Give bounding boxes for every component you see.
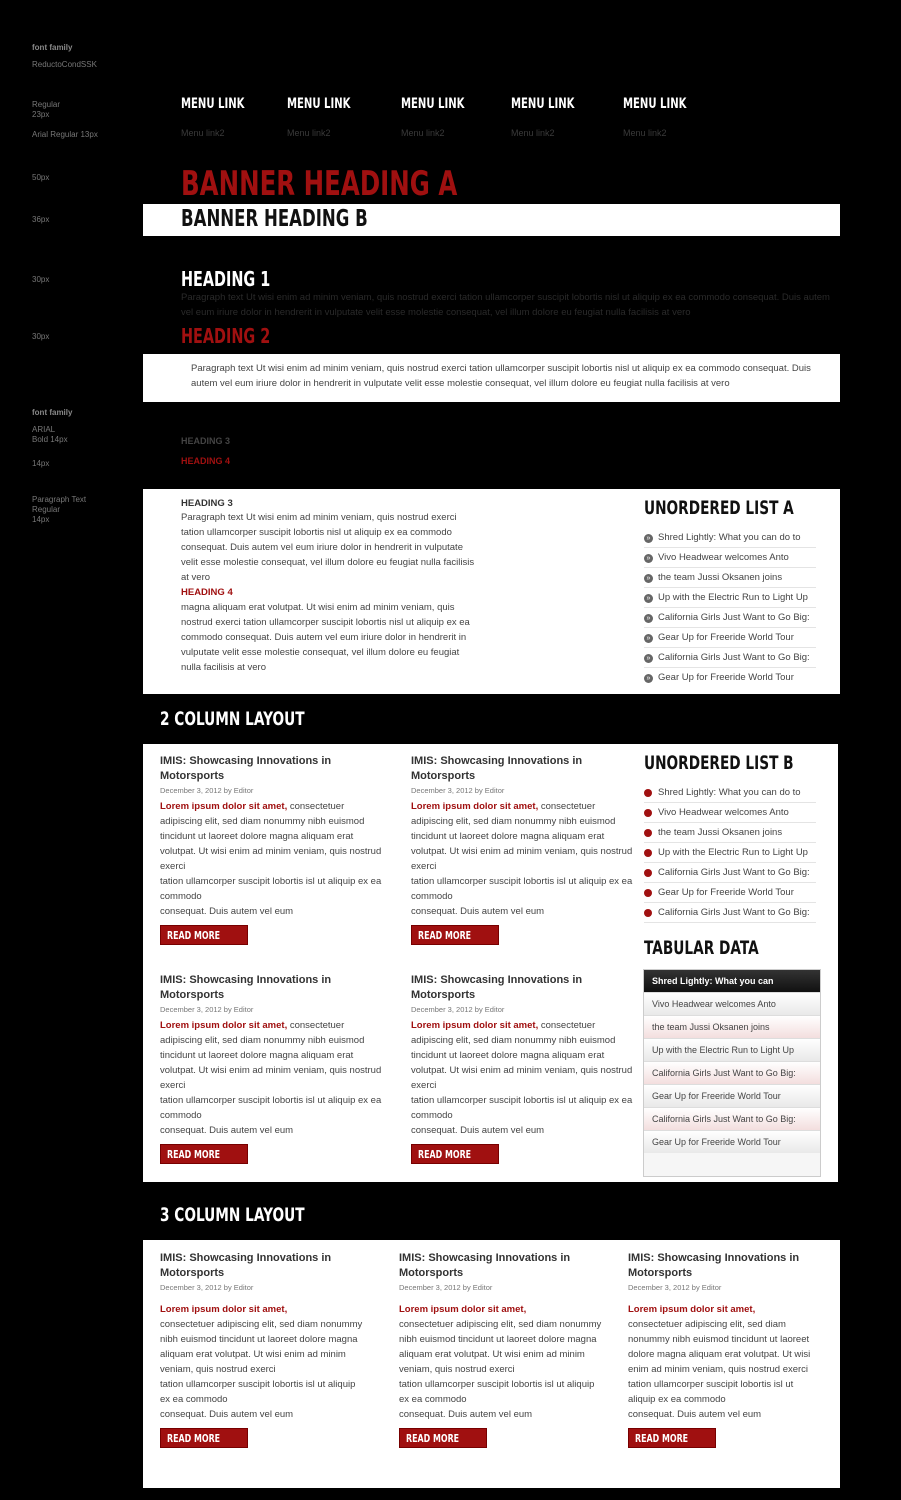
article-title[interactable]: IMIS: Showcasing Innovations in Motorsports xyxy=(160,974,332,1001)
article-title[interactable]: IMIS: Showcasing Innovations in Motorsports xyxy=(160,1252,332,1279)
read-more-button[interactable]: READ MORE xyxy=(160,1144,248,1164)
read-more-button[interactable]: READ MORE xyxy=(160,1428,248,1448)
three-column-title: 3 COLUMN LAYOUT xyxy=(160,1204,305,1226)
article-card xyxy=(399,1251,604,1448)
article-body: Lorem ipsum dolor sit amet, consectetuer adipiscing elit, sed diam nonummy nibh euismod tincidunt ut laoreet dolore magna aliquam erat volutpat. Ut wisi enim ad minim veniam, quis nostrud exerci tation ullamcorper suscipit lobortis isl ut aliquip ex ea commodo consequat. Duis autem vel eum xyxy=(411,801,633,917)
menu-sublink-2[interactable]: Menu link2 xyxy=(287,128,331,138)
article-title[interactable]: IMIS: Showcasing Innovations in Motorsports xyxy=(399,1252,571,1279)
spec-size-50: 50px xyxy=(32,173,50,182)
table-row[interactable]: California Girls Just Want to Go Big: xyxy=(644,1061,820,1084)
arrow-icon: » xyxy=(644,534,653,543)
article-body: Lorem ipsum dolor sit amet, consectetuer adipiscing elit, sed diam nonummy nibh euismod tincidunt ut laoreet dolore magna aliquam erat volutpat. Ut wisi enim ad minim veniam, quis nostrud exerci tation ullamcorper suscipit lobortis isl ut aliquip ex ea commodo consequat. Duis autem vel eum xyxy=(399,1304,602,1420)
article-title[interactable]: IMIS: Showcasing Innovations in Motorsports xyxy=(411,974,583,1001)
list-item[interactable]: the team Jussi Oksanen joins xyxy=(644,824,816,843)
list-item[interactable]: » Up with the Electric Run to Light Up xyxy=(644,589,816,608)
article-meta: December 3, 2012 by Editor xyxy=(411,786,505,795)
table-row[interactable]: Gear Up for Freeride World Tour xyxy=(644,1084,820,1107)
table-row[interactable]: the team Jussi Oksanen joins xyxy=(644,1015,820,1038)
list-b-title: UNORDERED LIST B xyxy=(644,752,794,774)
article-meta: December 3, 2012 by Editor xyxy=(628,1283,722,1292)
spec-para-14: 14px xyxy=(32,515,50,524)
spec-size-30a: 30px xyxy=(32,275,50,284)
paragraph-panel xyxy=(143,354,840,402)
content-heading-3: HEADING 3 xyxy=(181,498,233,509)
table-header: Shred Lightly: What you can xyxy=(644,970,820,992)
tabular-data-title: TABULAR DATA xyxy=(644,937,759,959)
menu-sublink-5[interactable]: Menu link2 xyxy=(623,128,667,138)
bullet-icon xyxy=(644,809,652,817)
content-paragraph-1: Paragraph text Ut wisi enim ad minim veniam, quis nostrud exerci tation ullamcorper suscipit lobortis nisl ut aliquip ex ea commodo consequat. Duis autem vel eum iriure dolor in hendrerit in vulputate velit esse molestie consequat, vel illum dolore eu feugiat nulla facilisis at vero xyxy=(181,512,475,583)
bullet-icon xyxy=(644,869,652,877)
list-a-items xyxy=(644,529,816,687)
arrow-icon: » xyxy=(644,634,653,643)
list-item[interactable]: » California Girls Just Want to Go Big: xyxy=(644,649,816,668)
article-card xyxy=(628,1251,823,1448)
spec-para-text: Paragraph Text xyxy=(32,495,87,504)
article-body: Lorem ipsum dolor sit amet, consectetuer adipiscing elit, sed diam nonummy nibh euismod tincidunt ut laoreet dolore magna aliquam erat volutpat. Ut wisi enim ad minim veniam, quis nostrud exerci tation ullamcorper suscipit lobortis isl ut aliquip ex ea commodo consequat. Duis autem vel eum xyxy=(160,801,382,917)
unordered-list-b xyxy=(644,752,816,924)
menu-link-3[interactable]: MENU LINK xyxy=(401,96,465,112)
spec-para-regular: Regular xyxy=(32,505,61,514)
heading-1-paragraph: Paragraph text Ut wisi enim ad minim veniam, quis nostrud exerci tation ullamcorper suscipit lobortis nisl ut aliquip ex ea commodo consequat. Duis autem vel eum iriure dolor in hendrerit in vulputate velit esse molestie consequat, vel illum dolore eu feugiat nulla facilisis at vero xyxy=(181,292,830,318)
article-card xyxy=(160,973,385,1164)
article-meta: December 3, 2012 by Editor xyxy=(160,786,254,795)
spec-arial-13: Arial Regular 13px xyxy=(32,130,98,139)
list-item[interactable]: » the team Jussi Oksanen joins xyxy=(644,569,816,588)
read-more-button[interactable]: READ MORE xyxy=(160,925,248,945)
list-a-title: UNORDERED LIST A xyxy=(644,497,794,519)
table-row[interactable]: California Girls Just Want to Go Big: xyxy=(644,1107,820,1130)
content-panel xyxy=(143,489,840,694)
heading-4-dark: HEADING 4 xyxy=(181,456,231,466)
spec-size-14: 14px xyxy=(32,459,50,468)
bullet-icon xyxy=(644,909,652,917)
banner-heading-a: BANNER HEADING A xyxy=(181,164,458,204)
spec-regular: Regular xyxy=(32,100,61,109)
arrow-icon: » xyxy=(644,654,653,663)
list-item[interactable]: Gear Up for Freeride World Tour xyxy=(644,884,816,903)
table-row[interactable]: Gear Up for Freeride World Tour xyxy=(644,1130,820,1153)
article-meta: December 3, 2012 by Editor xyxy=(160,1283,254,1292)
table-row[interactable]: Vivo Headwear welcomes Anto xyxy=(644,992,820,1015)
content-text-column xyxy=(181,498,477,675)
arrow-icon: » xyxy=(644,554,653,563)
arrow-icon: » xyxy=(644,574,653,583)
menu-link-1[interactable]: MENU LINK xyxy=(181,96,245,112)
article-title[interactable]: IMIS: Showcasing Innovations in Motorsports xyxy=(628,1252,800,1279)
table-row[interactable]: Up with the Electric Run to Light Up xyxy=(644,1038,820,1061)
article-title[interactable]: IMIS: Showcasing Innovations in Motorsports xyxy=(160,755,332,782)
heading-2-paragraph: Paragraph text Ut wisi enim ad minim veniam, quis nostrud exerci tation ullamcorper suscipit lobortis nisl ut aliquip ex ea commodo consequat. Duis autem vel eum iriure dolor in hendrerit in vulputate velit esse molestie consequat, vel illum dolore eu feugiat nulla facilisis at vero xyxy=(191,363,811,389)
banner-heading-b: BANNER HEADING B xyxy=(181,206,368,232)
spec-bold-14: Bold 14px xyxy=(32,435,68,444)
heading-3-dark: HEADING 3 xyxy=(181,436,231,446)
menu-link-2[interactable]: MENU LINK xyxy=(287,96,351,112)
list-b-items xyxy=(644,784,816,923)
content-heading-4: HEADING 4 xyxy=(181,587,233,598)
menu-sublink-1[interactable]: Menu link2 xyxy=(181,128,225,138)
spec-font-family-label-2: font family xyxy=(32,408,73,417)
article-card xyxy=(411,973,633,1164)
content-paragraph-2: magna aliquam erat volutpat. Ut wisi enim ad minim veniam, quis nostrud exerci tation ullamcorper suscipit lobortis nisl ut aliquip ex ea commodo consequat. Duis autem vel eum iriure dolor in hendrerit in vulputate velit esse molestie consequat, vel illum dolore eu feugiat nulla facilisis at vero xyxy=(181,602,470,673)
article-body: Lorem ipsum dolor sit amet, consectetuer adipiscing elit, sed diam nonummy nibh euismod tincidunt ut laoreet dolore magna aliquam erat volutpat. Ut wisi enim ad minim veniam, quis nostrud exerci tation ullamcorper suscipit lobortis isl ut aliquip ex ea commodo consequat. Duis autem vel eum xyxy=(628,1304,811,1420)
list-item[interactable]: Shred Lightly: What you can do to xyxy=(644,784,816,803)
article-meta: December 3, 2012 by Editor xyxy=(160,1005,254,1014)
menu-sublink-4[interactable]: Menu link2 xyxy=(511,128,555,138)
unordered-list-a xyxy=(644,497,816,688)
list-item[interactable]: » Vivo Headwear welcomes Anto xyxy=(644,549,816,568)
article-meta: December 3, 2012 by Editor xyxy=(399,1283,493,1292)
spec-font-family-label: font family xyxy=(32,43,73,52)
article-meta: December 3, 2012 by Editor xyxy=(411,1005,505,1014)
read-more-button[interactable]: READ MORE xyxy=(411,1144,499,1164)
list-item[interactable]: » Gear Up for Freeride World Tour xyxy=(644,629,816,648)
menu-sublink-3[interactable]: Menu link2 xyxy=(401,128,445,138)
list-item[interactable]: » Shred Lightly: What you can do to xyxy=(644,529,816,548)
heading-2: HEADING 2 xyxy=(181,324,271,348)
tabular-data-table xyxy=(643,969,821,1177)
list-item[interactable]: Vivo Headwear welcomes Anto xyxy=(644,804,816,823)
menu-link-5[interactable]: MENU LINK xyxy=(623,96,687,112)
read-more-button[interactable]: READ MORE xyxy=(399,1428,487,1448)
list-item[interactable]: » California Girls Just Want to Go Big: xyxy=(644,609,816,628)
article-title[interactable]: IMIS: Showcasing Innovations in Motorsports xyxy=(411,755,583,782)
arrow-icon: » xyxy=(644,614,653,623)
list-item[interactable]: California Girls Just Want to Go Big: xyxy=(644,904,816,923)
read-more-button[interactable]: READ MORE xyxy=(411,925,499,945)
list-item[interactable]: » Gear Up for Freeride World Tour xyxy=(644,669,816,687)
bullet-icon xyxy=(644,789,652,797)
article-card xyxy=(160,754,385,945)
bullet-icon xyxy=(644,889,652,897)
article-card xyxy=(160,1251,365,1448)
article-body: Lorem ipsum dolor sit amet, consectetuer adipiscing elit, sed diam nonummy nibh euismod tincidunt ut laoreet dolore magna aliquam erat volutpat. Ut wisi enim ad minim veniam, quis nostrud exerci tation ullamcorper suscipit lobortis isl ut aliquip ex ea commodo consequat. Duis autem vel eum xyxy=(411,1020,633,1136)
arrow-icon: » xyxy=(644,674,653,683)
bullet-icon xyxy=(644,829,652,837)
list-item[interactable]: Up with the Electric Run to Light Up xyxy=(644,844,816,863)
heading-1: HEADING 1 xyxy=(181,267,271,291)
list-item[interactable]: California Girls Just Want to Go Big: xyxy=(644,864,816,883)
bullet-icon xyxy=(644,849,652,857)
two-column-title: 2 COLUMN LAYOUT xyxy=(160,708,305,730)
spec-arial: ARIAL xyxy=(32,425,56,434)
three-column-panel xyxy=(143,1240,840,1488)
article-body: Lorem ipsum dolor sit amet, consectetuer adipiscing elit, sed diam nonummy nibh euismod tincidunt ut laoreet dolore magna aliquam erat volutpat. Ut wisi enim ad minim veniam, quis nostrud exerci tation ullamcorper suscipit lobortis isl ut aliquip ex ea commodo consequat. Duis autem vel eum xyxy=(160,1304,363,1420)
article-body: Lorem ipsum dolor sit amet, consectetuer adipiscing elit, sed diam nonummy nibh euismod tincidunt ut laoreet dolore magna aliquam erat volutpat. Ut wisi enim ad minim veniam, quis nostrud exerci tation ullamcorper suscipit lobortis isl ut aliquip ex ea commodo consequat. Duis autem vel eum xyxy=(160,1020,382,1136)
article-card xyxy=(411,754,633,945)
spec-size-30b: 30px xyxy=(32,332,50,341)
read-more-button[interactable]: READ MORE xyxy=(628,1428,716,1448)
spec-font-name: ReductoCondSSK xyxy=(32,60,97,69)
spec-size-23: 23px xyxy=(32,110,50,119)
spec-size-36: 36px xyxy=(32,215,50,224)
menu-link-4[interactable]: MENU LINK xyxy=(511,96,575,112)
arrow-icon: » xyxy=(644,594,653,603)
